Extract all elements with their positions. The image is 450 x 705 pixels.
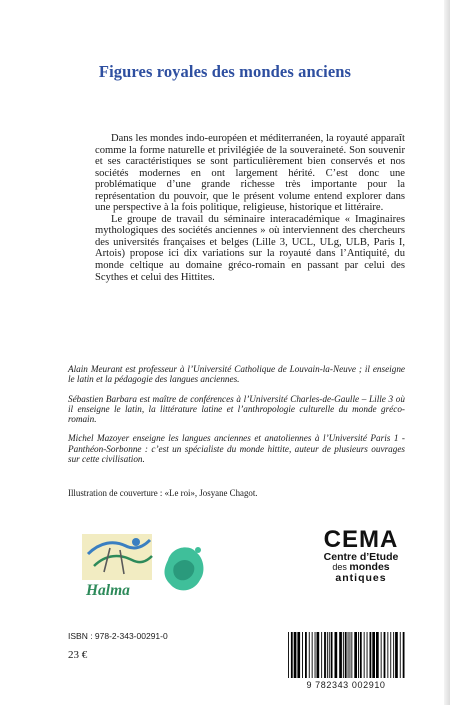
barcode-bar [351,632,352,678]
barcode-bar [354,632,357,678]
cema-line-1: Centre d’Etude [323,551,399,563]
barcode-bar [297,632,300,678]
barcode-bar [321,632,322,678]
barcode-bar [370,632,372,678]
barcode-bar [393,632,394,678]
barcode-bar [358,632,359,678]
author-bio-meurant: Alain Meurant est professeur à l’Université Catholique de Louvain-la-Neuve ; il enseigne le latin et la pédagogie des langues anciennes. [68,364,405,385]
isbn: ISBN : 978-2-343-00291-0 [68,631,168,641]
barcode-bar [335,632,338,678]
barcode-bar [345,632,347,678]
barcode-bar [309,632,310,678]
cema-name: CEMA [323,526,399,553]
barcode-bar [327,632,328,678]
barcode-bar [324,632,326,678]
back-cover-blurb [95,133,405,283]
barcode-bar [364,632,365,678]
barcode [286,632,406,678]
barcode-bar [315,632,316,678]
barcode-bar [400,632,401,678]
barcode-bar [288,632,289,678]
barcode-bar [387,632,388,678]
barcode-bar [331,632,333,678]
page-edge [444,0,450,705]
halma-logo-text: Halma [86,582,130,599]
barcode-bar [302,632,303,678]
barcode-bar [395,632,398,678]
barcode-bar [384,632,386,678]
barcode-bar [312,632,313,678]
barcode-bar [343,632,344,678]
cema-splash-logo [160,540,208,596]
author-bios [68,364,405,473]
barcode-bar [381,632,382,678]
author-bio-barbara: Sébastien Barbara est maître de conférences à l’Université Charles-de-Gaulle – Lille 3 où il enseigne le latin, la littérature latine et l’anthropologie culturelle du monde gréco-romain. [68,393,405,425]
price: 23 € [68,649,88,661]
blurb-paragraph-1: Dans les mondes indo-européen et méditerranéen, la royauté apparaît comme la forme naturelle et privilégiée de la souveraineté. Son souvenir et ses caractéristiques se sont particulièrement bien conservés et nos sociétés modernes en ont largement hérité. C’est donc une problématique d’une grande richesse très importante pour la représentation du pouvoir, que le présent volume entend explorer dans une perspective à la fois politique, religieuse, historique et littéraire. [95,133,405,214]
cema-logo [316,528,406,584]
author-bio-mazoyer: Michel Mazoyer enseigne les langues anciennes et anatoliennes à l’Université Paris 1 - Panthéon-Sorbonne : c’est un spécialiste du monde hittite, auteur de plusieurs ouvrages sur cette civilisation. [68,433,405,465]
barcode-bar [372,632,375,678]
cema-line-3: antiques [335,572,387,584]
barcode-bar [350,632,351,678]
barcode-bar [376,632,379,678]
barcode-bar [305,632,307,678]
blurb-paragraph-2: Le groupe de travail du séminaire interacadémique « Imaginaires mythologiques des sociétés anciennes » où interviennent des chercheurs des universités françaises et belges (Lille 3, UCL, ULg, ULB, Paris I, Artois) propose ici dix variations sur la royauté dans l’Antiquité, du monde celtique au domaine gréco-romain en passant par celui des Scythes et celui des Hittites. [95,213,405,283]
barcode-bar [329,632,330,678]
barcode-bar [403,632,405,678]
barcode-bar [360,632,362,678]
barcode-number: 9 782343 002910 [306,680,386,690]
illustration-credit: Illustration de couverture : «Le roi», Josyane Chagot. [68,488,258,498]
barcode-bar [339,632,342,678]
barcode-bar [291,632,293,678]
barcode-bar [317,632,320,678]
cema-line-2: des mondes [332,561,390,573]
barcode-bar [348,632,349,678]
barcode-bar [390,632,391,678]
book-title: Figures royales des mondes anciens [98,62,352,81]
barcode-bar [367,632,368,678]
barcode-bar [294,632,297,678]
